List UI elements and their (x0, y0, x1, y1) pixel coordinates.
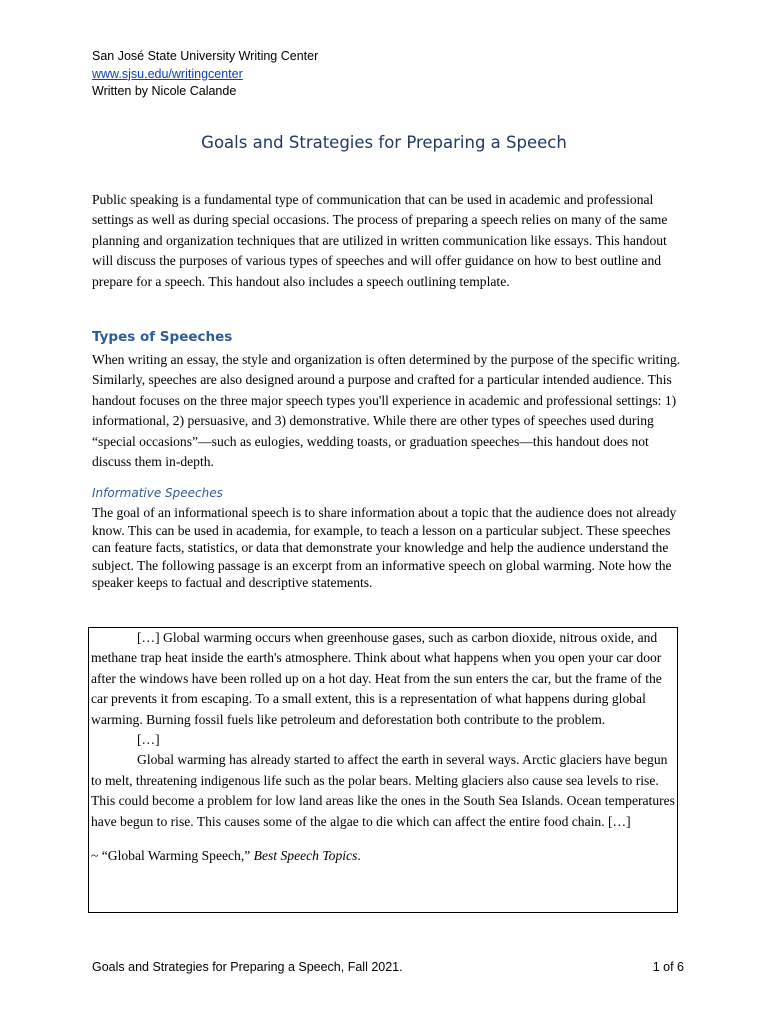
quote-attribution (91, 846, 677, 866)
informative-heading: Informative Speeches (92, 486, 223, 500)
attribution-source: Best Speech Topics (253, 848, 358, 864)
quote-paragraph-1: […] Global warming occurs when greenhouse gases, such as carbon dioxide, nitrous oxide, and methane trap heat inside the earth's atmosphere. Think about what happens when you open your car door after the windows have been rolled up on a hot day. Heat from the sun enters the car, but the frame of the car prevents it from escaping. To a small extent, this is a representation of what happens during global warming. Burning fossil fuels like petroleum and deforestation both contribute to the problem. (91, 630, 662, 727)
quote-ellipsis: […] (137, 732, 160, 748)
types-paragraph: When writing an essay, the style and organization is often determined by the purpose of the specific writing. Similarly, speeches are also designed around a purpose and crafted for a particular intended audience. This handout focuses on the three major speech types you'll experience in academic and professional settings: 1) informational, 2) persuasive, and 3) demonstrative. While there are other types of speeches used during “special occasions”—such as eulogies, wedding toasts, or graduation speeches—this handout does not discuss them in-depth. (92, 352, 681, 470)
page-number: 1 of 6 (652, 960, 684, 974)
types-heading: Types of Speeches (92, 329, 233, 345)
quote-box (88, 627, 678, 913)
informative-paragraph: The goal of an informational speech is to share information about a topic that the audience does not already know. This can be used in academia, for example, to teach a lesson on a particular subject. These speeches can feature facts, statistics, or data that demonstrate your knowledge and help the audience understand the subject. The following passage is an excerpt from an informative speech on global warming. Note how the speaker keeps to factual and descriptive statements. (92, 505, 677, 591)
document-header (92, 48, 318, 101)
attribution-prefix: ~ “Global Warming Speech,” (91, 848, 254, 864)
attribution-suffix: . (357, 848, 361, 864)
page-title: Goals and Strategies for Preparing a Speech (201, 133, 567, 152)
footer-title: Goals and Strategies for Preparing a Speech, Fall 2021. (92, 960, 403, 974)
writing-center-link[interactable]: www.sjsu.edu/writingcenter (92, 66, 243, 81)
page-footer (92, 960, 684, 974)
author-line: Written by Nicole Calande (92, 84, 237, 98)
organization-name: San José State University Writing Center (92, 49, 319, 63)
intro-paragraph: Public speaking is a fundamental type of communication that can be used in academic and professional settings as well as during special occasions. The process of preparing a speech relies on many of the same planning and organization techniques that are utilized in written communication like essays. This handout will discuss the purposes of various types of speeches and will offer guidance on how to best outline and prepare for a speech. This handout also includes a speech outlining template. (92, 192, 668, 289)
quote-paragraph-2: Global warming has already started to affect the earth in several ways. Arctic glaciers have begun to melt, threatening indigenous life such as the polar bears. Melting glaciers also cause sea levels to rise. This could become a problem for low land areas like the ones in the South Sea Islands. Ocean temperatures have begun to rise. This causes some of the algae to die which can affect the entire food chain. […] (91, 752, 675, 829)
